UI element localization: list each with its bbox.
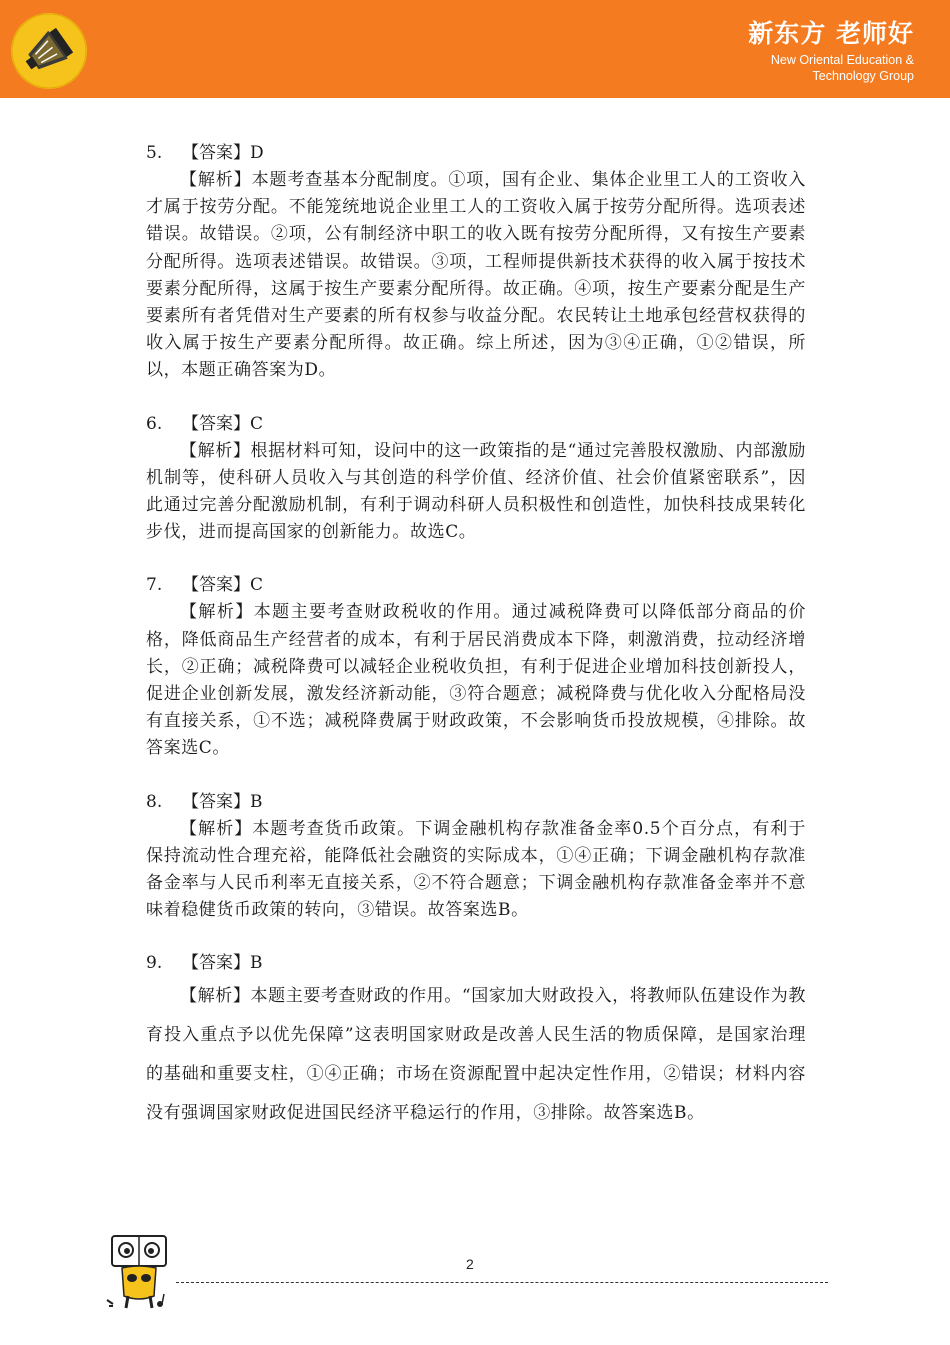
answer-label: 【答案】C: [182, 413, 264, 434]
explanation-text: 【解析】根据材料可知，设问中的这一政策指的是“通过完善股权激励、内部激励机制等，使科研人员收入与其创造的科学价值、经济价值、社会价值紧密联系”，因此通过完善分配激励机制，有利于调动科研人员积极性和创造性，加快科技成果转化步伐，进而提高国家的创新能力。故选C。: [146, 440, 806, 543]
answer-label: 【答案】B: [182, 953, 263, 974]
question-item-6: [146, 411, 806, 547]
question-item-9: [146, 950, 806, 1133]
answer-line: [146, 572, 806, 599]
question-number: 5.: [146, 143, 163, 163]
explanation-text: 【解析】本题主要考查财政税收的作用。通过减税降费可以降低部分商品的价格，降低商品生产经营者的成本，有利于居民消费成本下降，刺激消费，拉动经济增长，②正确；减税降费可以减轻企业税收负担，有利于促进企业增加科技创新投人，促进企业创新发展，激发经济新动能，③符合题意；减税降费与优化收入分配格局没有直接关系，①不选；减税降费属于财政政策，不会影响货币投放规模，④排除。故答案选C。: [146, 602, 806, 759]
brand-chinese-name: 新东方 老师好: [748, 19, 914, 48]
answer-content: [146, 140, 806, 1159]
question-item-7: [146, 572, 806, 762]
new-oriental-logo-icon: [10, 12, 88, 90]
footer-divider: [176, 1282, 828, 1283]
answer-line: [146, 950, 806, 977]
owl-reading-mascot-icon: [104, 1234, 176, 1314]
brand-english-line-2: Technology Group: [812, 69, 914, 83]
question-number: 7.: [146, 575, 163, 596]
page-number: 2: [466, 1256, 474, 1272]
answer-label: 【答案】D: [182, 143, 264, 163]
question-number: 8.: [146, 791, 163, 812]
brand-english-name: [771, 52, 914, 84]
question-item-8: [146, 789, 806, 925]
answer-label: 【答案】B: [182, 791, 263, 812]
brand-english-line-1: New Oriental Education &: [770, 53, 914, 67]
answer-line: [146, 140, 806, 167]
question-item-5: [146, 140, 806, 385]
explanation-text: 【解析】本题考查货币政策。下调金融机构存款准备金率0.5个百分点，有利于保持流动性合理充裕，能降低社会融资的实际成本，①④正确；下调金融机构存款准备金率与人民币利率无直接关系，②不符合题意；下调金融机构存款准备金率并不意味着稳健货币政策的转向，③错误。故答案选B。: [146, 818, 806, 921]
answer-line: [146, 411, 806, 438]
answer-label: 【答案】C: [182, 575, 264, 596]
page-header: [0, 0, 950, 98]
explanation-text: 【解析】本题考查基本分配制度。①项，国有企业、集体企业里工人的工资收入才属于按劳分配。不能笼统地说企业里工人的工资收入属于按劳分配所得。选项表述错误。故错误。②项，公有制经济中职工的收入既有按劳分配所得，又有按生产要素分配所得。选项表述错误。故错误。③项，工程师提供新技术获得的收入属于按技术要素分配所得，这属于按生产要素分配所得。故正确。④项，按生产要素分配是生产要素所有者凭借对生产要素的所有权参与收益分配。农民转让土地承包经营权获得的收入属于按生产要素分配所得。故正确。综上所述，因为③④正确，①②错误，所以，本题正确答案为D。: [146, 170, 806, 381]
answer-line: [146, 789, 806, 816]
question-number: 9.: [146, 953, 163, 974]
question-number: 6.: [146, 413, 163, 434]
explanation-text: 【解析】本题主要考查财政的作用。“国家加大财政投入，将教师队伍建设作为教育投入重点予以优先保障”这表明国家财政是改善人民生活的物质保障，是国家治理的基础和重要支柱，①④正确；市场在资源配置中起决定性作用，②错误；材料内容没有强调国家财政促进国民经济平稳运行的作用，③排除。故答案选B。: [146, 986, 806, 1124]
